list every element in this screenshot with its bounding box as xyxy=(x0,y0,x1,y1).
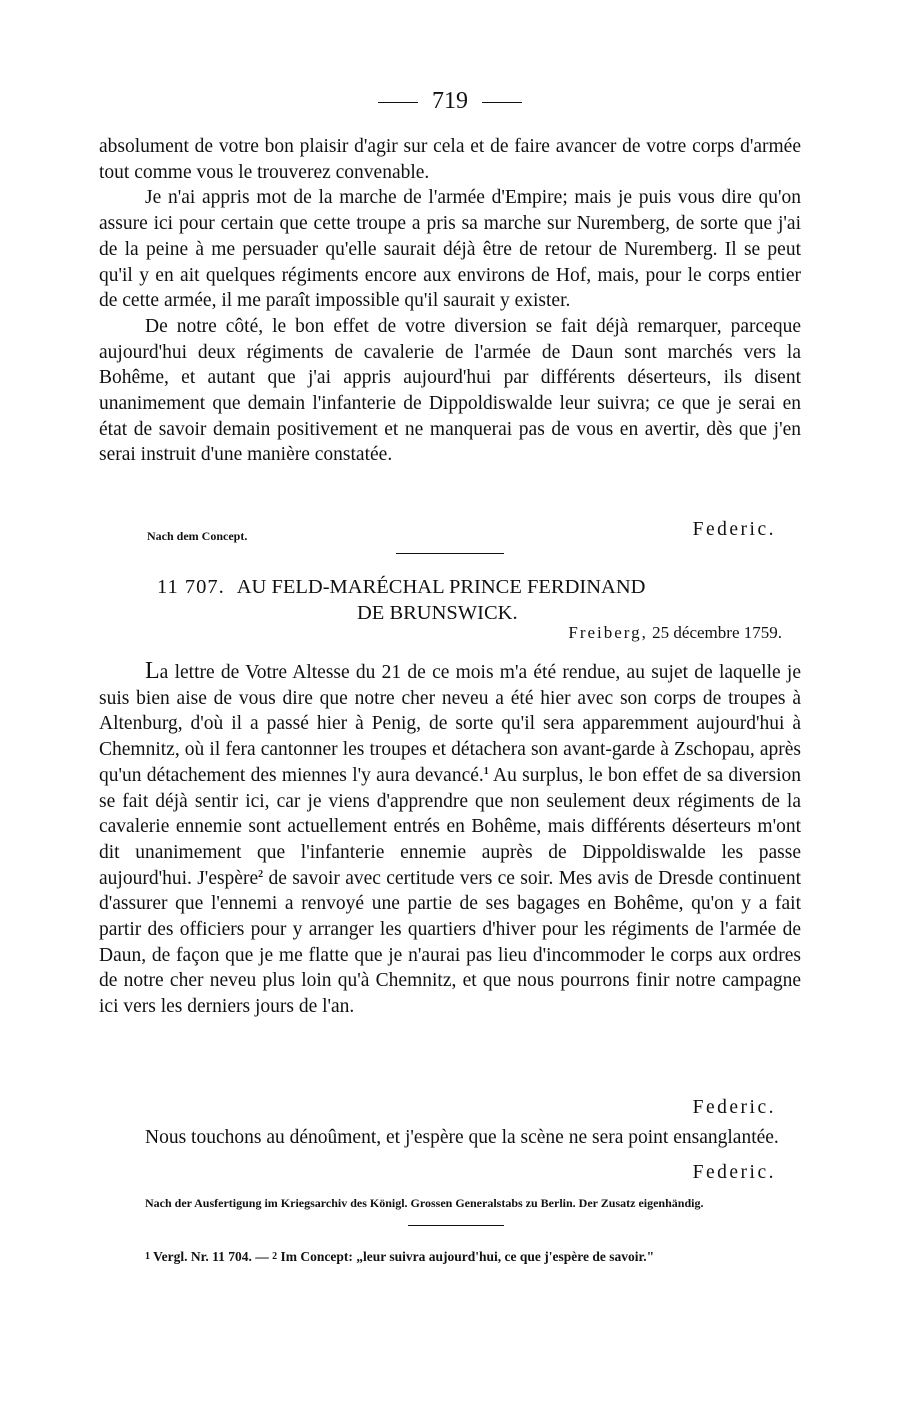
page-number-dash-left xyxy=(378,102,418,103)
footnote-divider xyxy=(408,1225,504,1226)
letter2-date: 25 décembre 1759. xyxy=(652,623,782,642)
letter2-text-part3: de savoir avec certitude vers ce soir. Mes avis de Dresde continuent d'assurer que l'ennemi a renvoyé une partie de ses bagages en Bohême, qu'on y a fait partir des officiers pour y arranger les quartiers d'hiver pour les régiments de l'armée de Daun, de façon que je me flatte que je n'aurai pas lieu d'incommoder le corps aux ordres de notre cher neveu plus loin qu'à Chemnitz, et que nous pourrons finir notre campagne ici vers les derniers jours de l'an. xyxy=(99,867,801,1018)
footnote-text-1: Vergl. Nr. 11 704. — xyxy=(153,1249,269,1264)
letter2-text-part2: Au surplus, le bon effet de sa diversion se fait déjà sentir ici, car je viens d'apprendre que non seulement deux régiments de la cavalerie ennemie sont actuellement entrés en Bohême, mais différents déserteurs m'ont dit unanimement que l'infanterie ennemie auprès de Dippoldiswalde les passe aujourd'hui. J'espère xyxy=(99,764,801,889)
letter2-source-note: Nach der Ausfertigung im Kriegsarchiv des Königl. Grossen Generalstabs zu Berlin. Der Zusatz eigenhändig. xyxy=(145,1196,704,1210)
letter2-postscript-block xyxy=(99,1125,801,1151)
footnote-mark-1: 1 xyxy=(145,1251,150,1262)
footnote-mark-2: 2 xyxy=(272,1251,278,1262)
letter2-signature-2: Federic. xyxy=(692,1162,776,1183)
letter1-source-note: Nach dem Concept. xyxy=(147,529,248,543)
page-number-text: 719 xyxy=(432,88,468,114)
letter2-dropcap: L xyxy=(145,658,160,684)
footnote-text-2: Im Concept: „leur suivra aujourd'hui, ce que j'espère de savoir." xyxy=(280,1249,655,1264)
letter2-heading-line2: DE BRUNSWICK. xyxy=(357,602,518,624)
page-number-dash-right xyxy=(482,102,522,103)
footnote-ref-1: 1 xyxy=(483,765,489,777)
letter1-signature: Federic. xyxy=(692,519,776,540)
letter2-text-part1: a lettre de Votre Altesse du 21 de ce mois m'a été rendue, au sujet de laquelle je suis bien aise de vous dire que notre cher neveu a été hier avec son corps de troupes à Altenburg, d'où il a passé hier à Penig, de sorte qu'il sera apparemment aujourd'hui à Chemnitz, où il fera cantonner les troupes et détachera son avant-garde à Zschopau, après qu'un détachement des miennes l'y aura devancé. xyxy=(99,662,801,786)
letter2-postscript: Nous touchons au dénoûment, et j'espère que la scène ne sera point ensanglantée. xyxy=(145,1127,779,1148)
letter1-paragraph-2: Je n'ai appris mot de la marche de l'armée d'Empire; mais je puis vous dire qu'on assure ici pour certain que cette troupe a pris sa marche sur Nuremberg, de sorte que j'ai de la peine à me persuader qu'elle saurait déjà être de retour de Nuremberg. Il se peut qu'il y en ait quelques régiments encore aux environs de Hof, mais, pour le corps entier de cette armée, il me paraît impossible qu'il saurait y exister. xyxy=(99,187,801,312)
footnotes xyxy=(99,1245,801,1268)
letter1-paragraph-1: absolument de votre bon plaisir d'agir sur cela et de faire avancer de votre corps d'armée tout comme vous le trouverez convenable. xyxy=(99,136,801,183)
letter2-recipient: AU FELD-MARÉCHAL PRINCE FERDINAND xyxy=(236,576,646,598)
letter2-heading-line1 xyxy=(157,574,645,600)
letter1-body xyxy=(99,134,801,468)
letter2-body xyxy=(99,659,801,1020)
letter2-signature-1: Federic. xyxy=(692,1097,776,1118)
letter2-number: 11 707. xyxy=(157,576,225,598)
section-divider xyxy=(396,553,504,554)
letter2-paragraph xyxy=(99,659,801,1020)
page-number xyxy=(0,86,900,116)
letter2-place: Freiberg, xyxy=(568,623,648,642)
letter2-dateline xyxy=(568,621,782,645)
letter1-paragraph-3: De notre côté, le bon effet de votre diversion se fait déjà remarquer, parceque aujourd'hui deux régiments de cavalerie de l'armée de Daun sont marchés vers la Bohême, et autant que j'ai appris aujourd'hui par différents déserteurs, ils disent unanimement que demain l'infanterie de Dippoldiswalde leur suivra; ce que je serai en état de savoir demain positivement et ne manquerai pas de vous en avertir, dès que j'en serai instruit d'une manière constatée. xyxy=(99,315,801,466)
footnote-ref-2: 2 xyxy=(258,868,264,880)
